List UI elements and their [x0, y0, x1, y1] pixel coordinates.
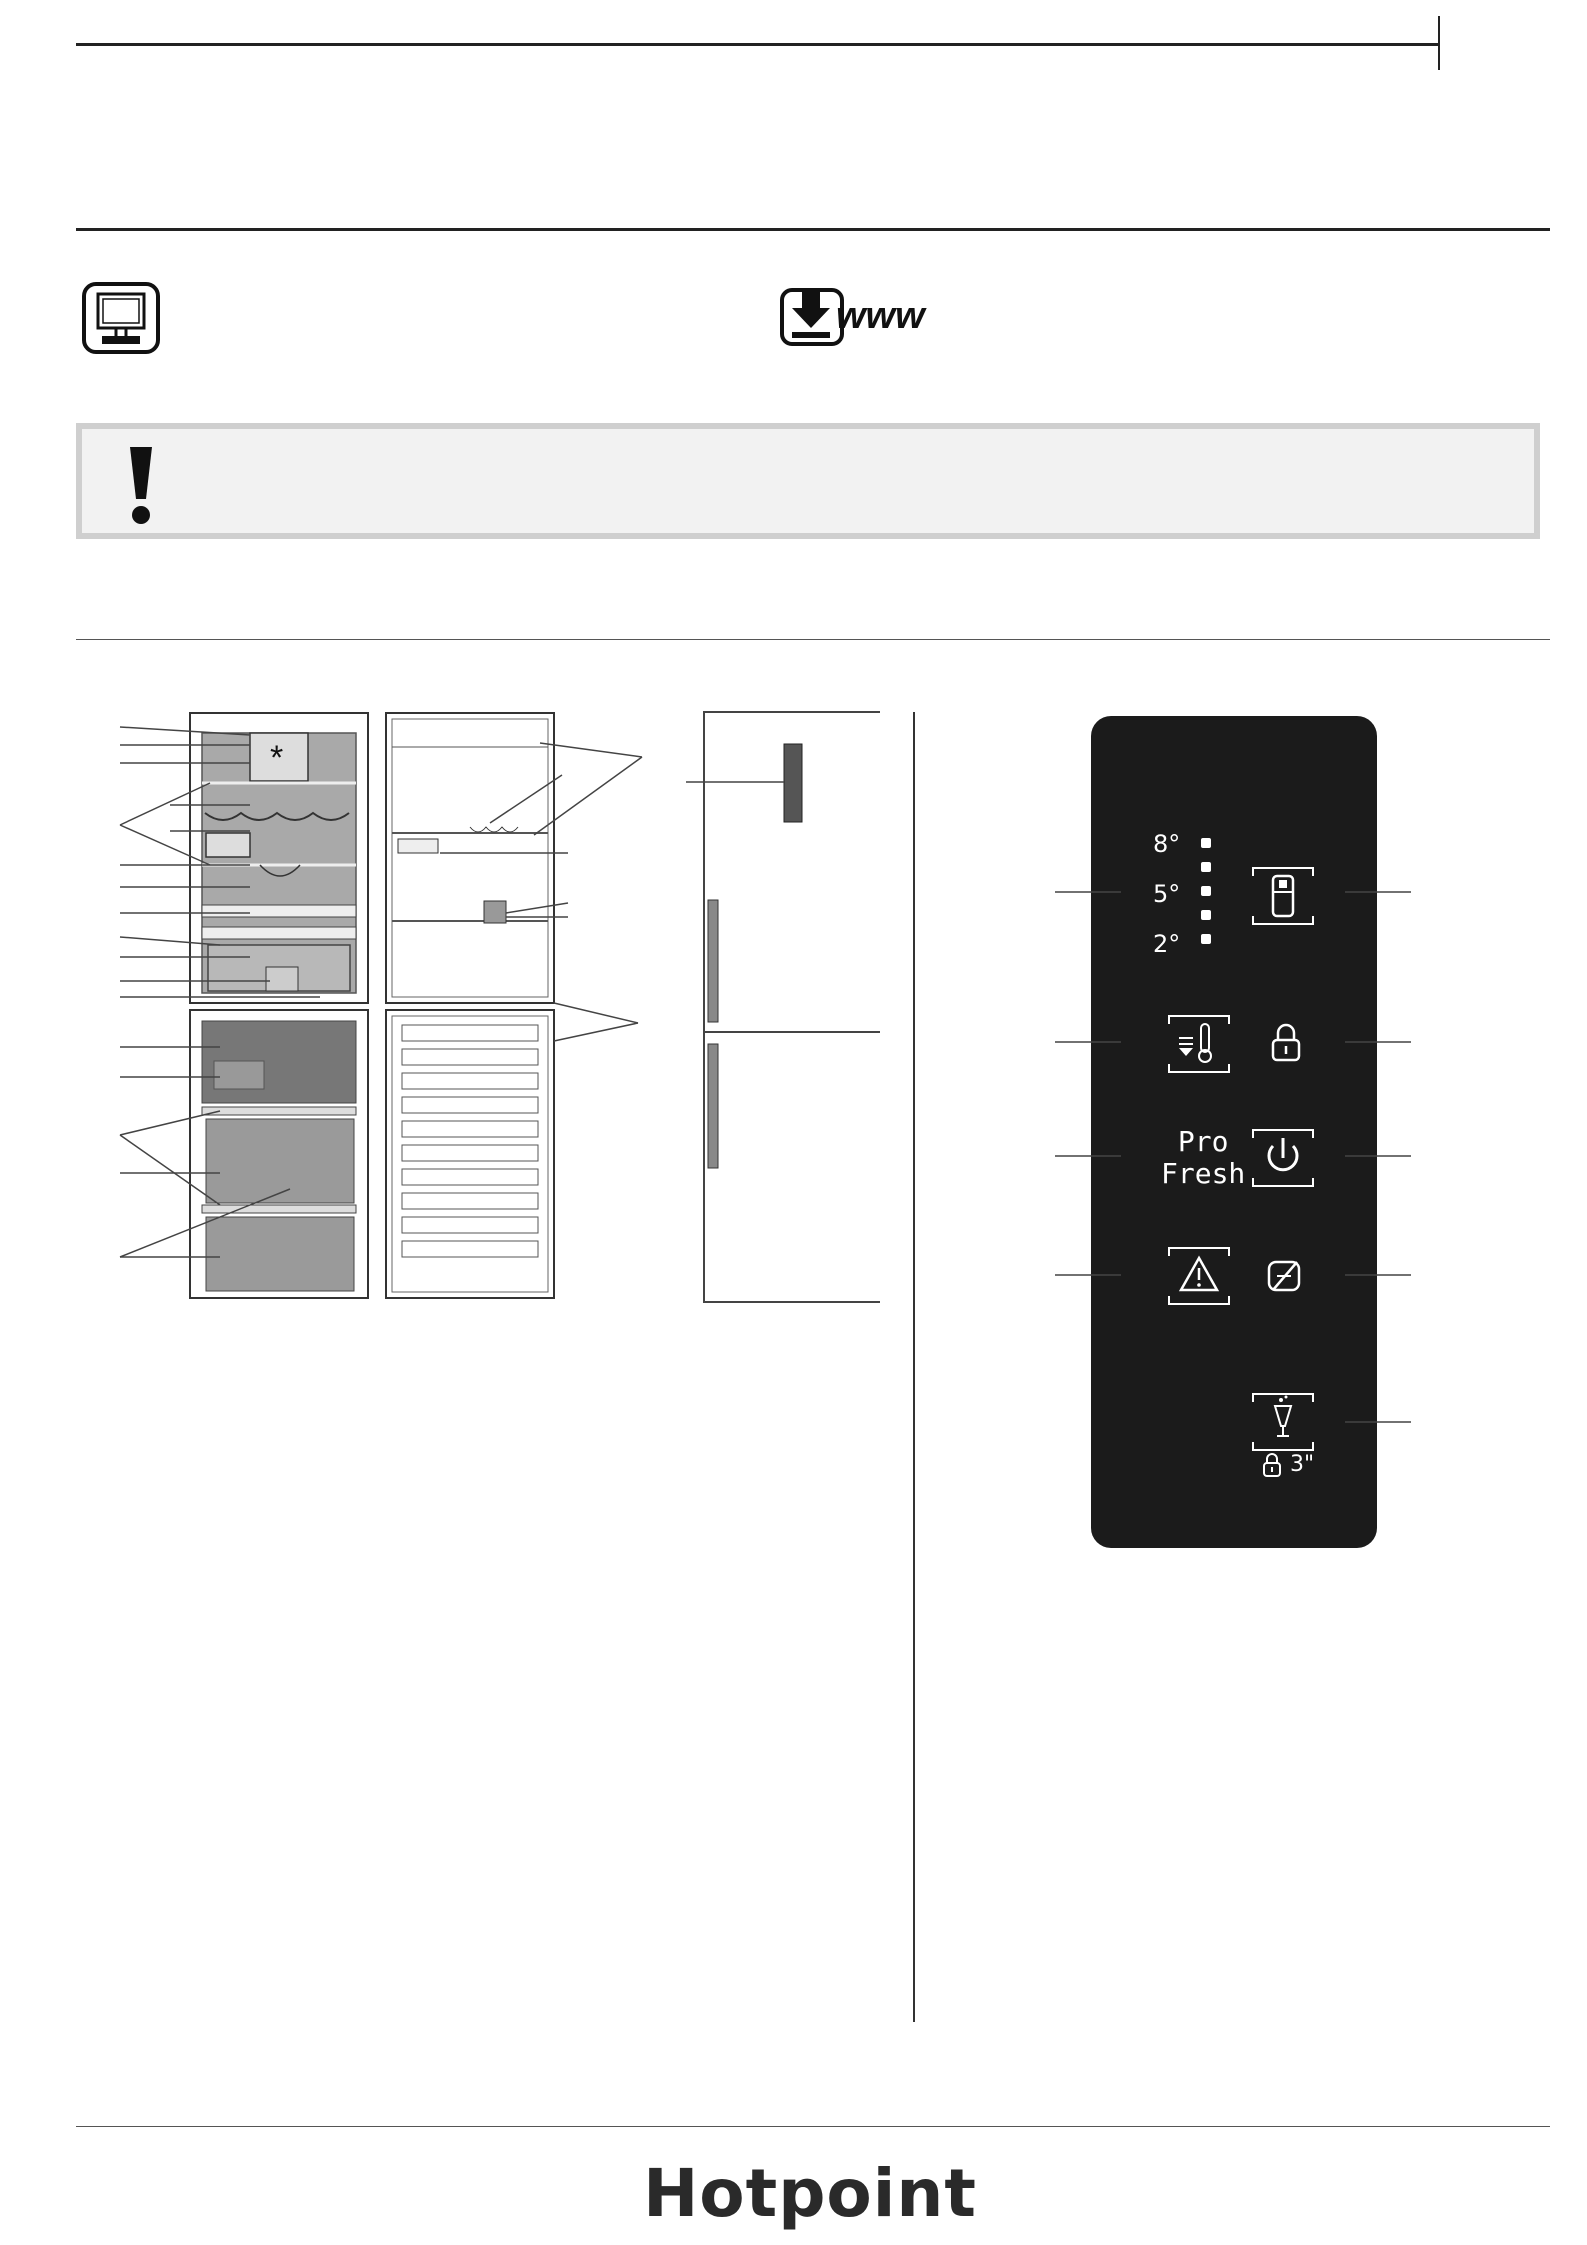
- lock-hold-indicator: [1261, 1452, 1314, 1478]
- top-rule-tick: [1438, 16, 1440, 70]
- panel-leader-lines: [1055, 880, 1415, 1440]
- computer-monitor-icon: [82, 282, 160, 359]
- download-www-icon: [780, 286, 940, 355]
- temp-label-8: 8°: [1153, 830, 1181, 858]
- footer-rule: [76, 2126, 1550, 2127]
- brand-logo: Hotpoint: [643, 2155, 977, 2232]
- pro-label: Pro: [1177, 1125, 1229, 1158]
- top-rule: [76, 43, 1440, 46]
- small-lock-icon: [1261, 1452, 1283, 1478]
- exclamation-icon: [126, 447, 156, 532]
- warning-notice-box: [76, 423, 1540, 539]
- download-www-label: www: [836, 295, 925, 337]
- fresh-label: Fresh: [1161, 1157, 1246, 1190]
- section-rule-2: [76, 639, 1550, 640]
- fridge-front-illustration: [680, 710, 880, 1315]
- section-rule: [76, 228, 1550, 231]
- column-divider: [913, 712, 915, 2022]
- svg-text:*: *: [270, 739, 284, 777]
- temp-label-5: 5°: [1153, 880, 1181, 908]
- lock-hold-time: 3": [1290, 1452, 1315, 1477]
- temp-label-2: 2°: [1153, 930, 1181, 958]
